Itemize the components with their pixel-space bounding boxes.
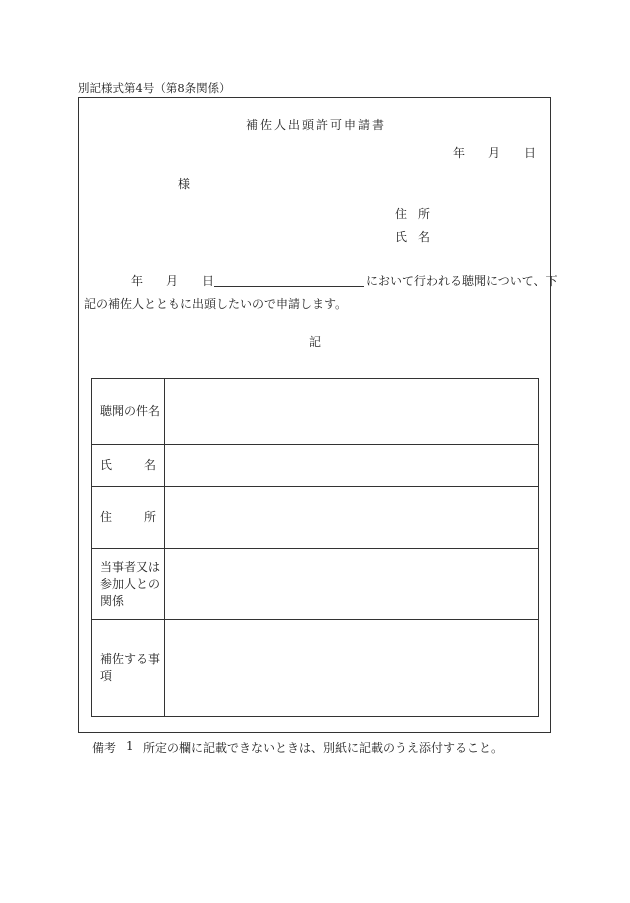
hearing-subject-label: 聴聞の件名 — [92, 379, 165, 445]
applicant-name-label-1: 氏 — [395, 230, 408, 244]
applicant-address-label-2: 所 — [418, 207, 431, 221]
table-row-assist-matters — [92, 620, 539, 717]
date-year-label: 年 — [453, 146, 466, 160]
table-row-hearing-subject — [92, 379, 539, 445]
venue-blank-line — [214, 286, 364, 287]
relationship-field[interactable] — [165, 549, 539, 620]
name-label-a: 氏 — [100, 458, 113, 472]
body-month-label: 月 — [166, 274, 179, 288]
date-month-label: 月 — [488, 146, 501, 160]
relationship-label: 当事者又は参加人との関係 — [92, 549, 165, 620]
assist-matters-field[interactable] — [165, 620, 539, 717]
body-year-label: 年 — [131, 274, 144, 288]
note-label: 備考 — [92, 741, 117, 755]
addressee-suffix: 様 — [178, 177, 191, 191]
applicant-address-label-1: 住 — [395, 207, 408, 221]
ki-label: 記 — [309, 335, 322, 349]
applicant-name-label-2: 名 — [418, 230, 431, 244]
detail-table — [91, 378, 539, 717]
table-row-name — [92, 445, 539, 487]
table-row-relationship — [92, 549, 539, 620]
body-line1-text: において行われる聴聞について、下 — [366, 274, 558, 288]
address-label-a: 住 — [100, 510, 113, 524]
note-text: 所定の欄に記載できないときは、別紙に記載のうえ添付すること。 — [143, 741, 504, 755]
name-label-b: 名 — [143, 458, 156, 472]
body-day-label: 日 — [202, 274, 215, 288]
body-line2-text: 記の補佐人とともに出頭したいので申請します。 — [84, 297, 348, 311]
address-label-b: 所 — [143, 510, 156, 524]
name-label — [92, 445, 165, 487]
name-field[interactable] — [165, 445, 539, 487]
address-label — [92, 487, 165, 549]
table-row-address — [92, 487, 539, 549]
date-day-label: 日 — [524, 146, 537, 160]
form-title: 補佐人出頭許可申請書 — [246, 118, 387, 132]
address-field[interactable] — [165, 487, 539, 549]
hearing-subject-field[interactable] — [165, 379, 539, 445]
note-number: 1 — [126, 739, 134, 753]
assist-matters-label: 補佐する事項 — [92, 620, 165, 717]
form-number-header: 別記様式第4号（第8条関係） — [78, 81, 231, 95]
